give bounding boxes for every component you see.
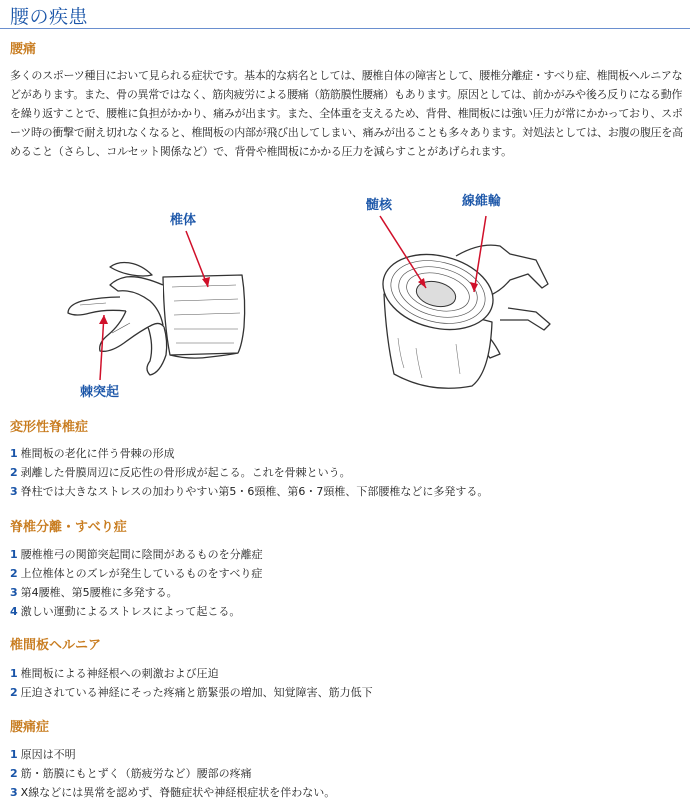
section-heading-hernia: 椎間板ヘルニア — [10, 638, 102, 653]
section-heading-lumbago: 腰痛 — [10, 42, 37, 57]
list-item: 3 脊柱では大きなストレスの加わりやすい第5・6頸椎、第6・7頸椎、下部腰椎などに多発する。 — [10, 485, 489, 498]
disc-cross-section-figure — [360, 188, 560, 408]
low-back-pain-list — [10, 745, 335, 802]
hernia-list — [10, 664, 373, 702]
list-item: 3 第4腰椎、第5腰椎に多発する。 — [10, 586, 178, 599]
intro-paragraph: 多くのスポーツ種目において見られる症状です。基本的な病名としては、腰椎自体の障害として、腰椎分離症・すべり症、椎間板ヘルニアなどがあります。また、骨の異常ではなく、筋肉疲労による腰痛（筋筋膜性腰痛）もあります。原因としては、前かがみや後ろ反りになる動作を繰り返すことで、腰椎に負担がかかり、痛みが出ます。また、全体重を支えるため、背骨、椎間板には強い圧力が常にかかっており、スポーツ時の衝撃で耐え切れなくなると、椎間板の内部が飛び出してしまい、痛みが出ることも多々あります。対処法としては、お腹の腹圧を高めること（さらし、コルセット関係など）で、背骨や椎間板にかかる圧力を減らすことがあげられます。 — [10, 69, 683, 158]
list-item: 2 剥離した骨膜周辺に反応性の骨形成が起こる。これを骨棘という。 — [10, 466, 351, 479]
list-item: 2 上位椎体とのズレが発生しているものをすべり症 — [10, 567, 263, 580]
lateral-vertebra-illustration — [60, 205, 260, 405]
list-item: 1 椎間板の老化に伴う骨棘の形成 — [10, 447, 175, 460]
disc-illustration — [360, 188, 560, 408]
title-divider — [0, 28, 690, 29]
section-heading-low-back-pain: 腰痛症 — [10, 720, 50, 735]
lateral-vertebra-figure — [60, 205, 260, 405]
nucleus-pulposus-label: 髄核 — [366, 198, 393, 213]
list-item: 2 筋・筋膜にもとずく（筋疲労など）腰部の疼痛 — [10, 767, 252, 780]
list-item: 2 圧迫されている神経にそった疼痛と筋緊張の増加、知覚障害、筋力低下 — [10, 686, 373, 699]
spinous-process-label: 棘突起 — [80, 385, 120, 400]
vertebral-body-label: 椎体 — [170, 213, 197, 228]
list-item: 3 X線などには異常を認めず、脊髄症状や神経根症状を伴わない。 — [10, 786, 336, 799]
spondylosis-list — [10, 444, 488, 501]
page-title: 腰の疾患 — [10, 6, 89, 28]
section-heading-spondylosis: 変形性脊椎症 — [10, 420, 89, 435]
spondylolysis-list — [10, 545, 263, 621]
list-item: 1 椎間板による神経根への刺激および圧迫 — [10, 667, 219, 680]
section-heading-spondylolysis: 脊椎分離・すべり症 — [10, 520, 127, 535]
list-item: 4 激しい運動によるストレスによって起こる。 — [10, 605, 241, 618]
annulus-fibrosus-label: 線維輪 — [462, 194, 502, 209]
list-item: 1 原因は不明 — [10, 748, 76, 761]
list-item: 1 腰椎椎弓の関節突起間に陰間があるものを分離症 — [10, 548, 263, 561]
